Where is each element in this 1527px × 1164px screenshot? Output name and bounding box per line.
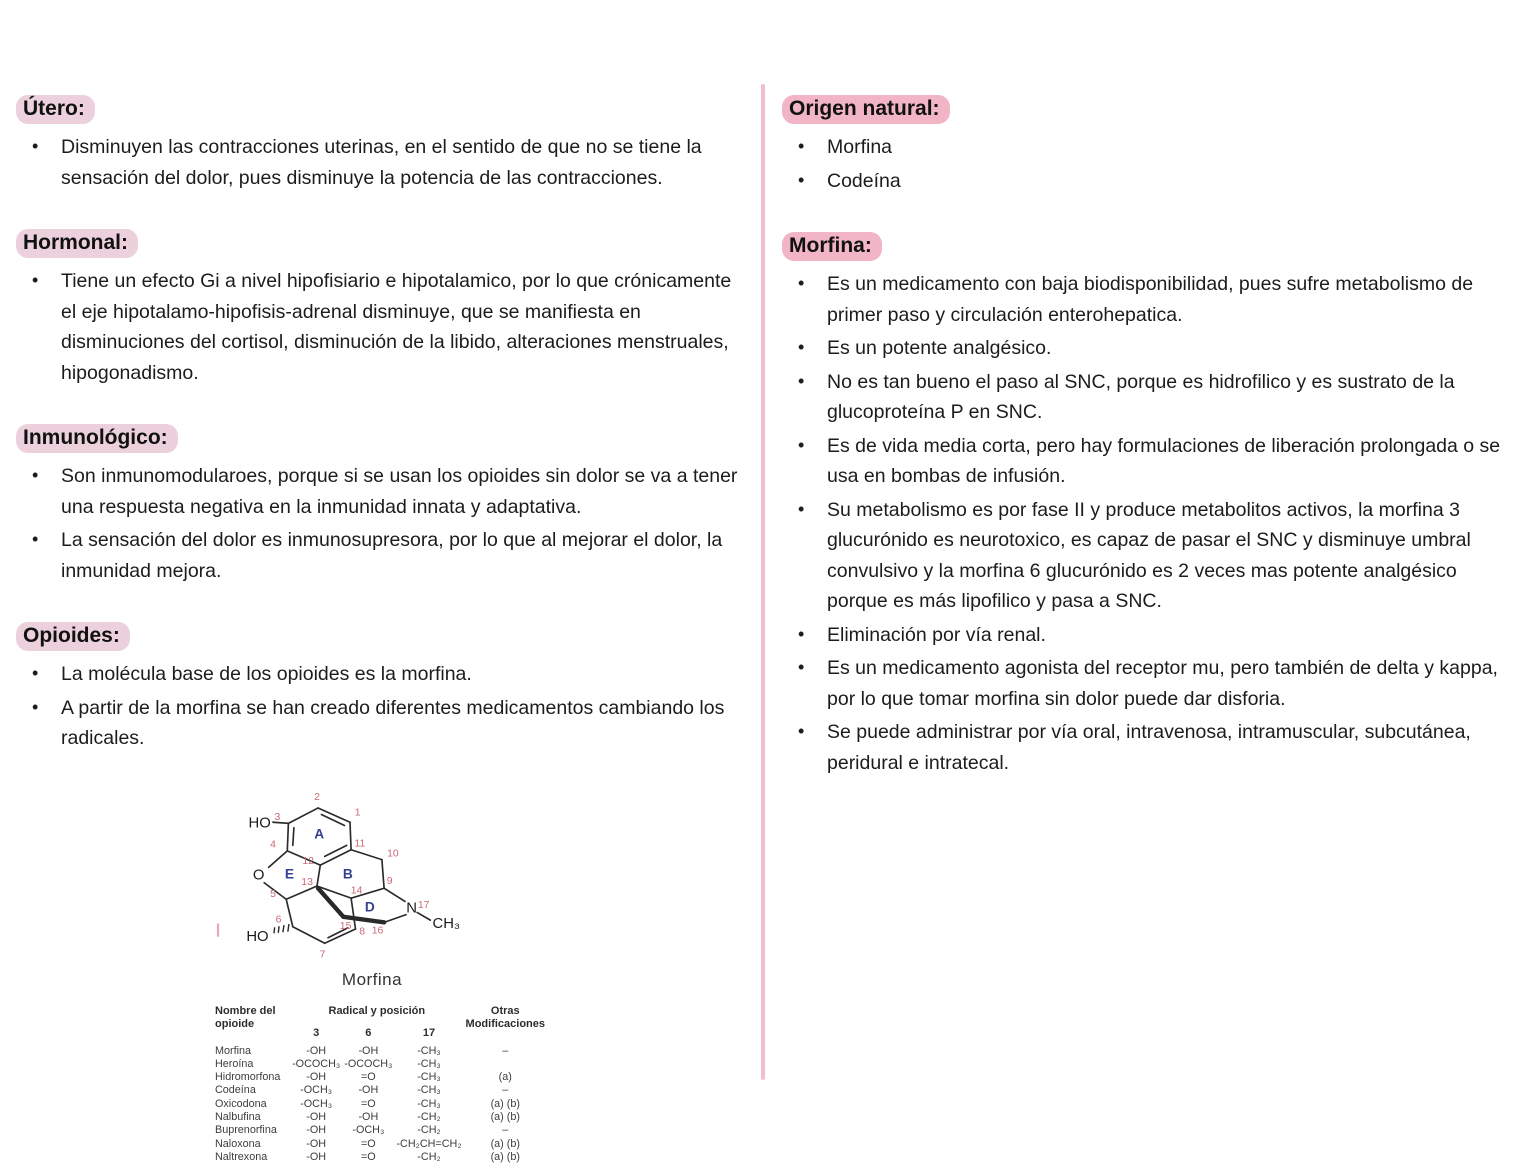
- bullet-text: No es tan bueno el paso al SNC, porque es hidrofilico y es sustrato de la glucoproteína P en SNC.: [827, 371, 1455, 424]
- left-column: [23, 95, 743, 1164]
- cell-other-mods: (a) (b): [464, 1138, 547, 1151]
- cell-radical-17: -CH₂CH=CH₂: [394, 1138, 463, 1151]
- cell-radical-6: =O: [342, 1138, 394, 1151]
- col-header-group: Radical y posición: [290, 1004, 463, 1019]
- cell-name: Morfina: [213, 1045, 290, 1058]
- ring-letter-b: B: [343, 866, 353, 881]
- cell-radical-3: -OH: [290, 1111, 342, 1124]
- cell-other-mods: (a): [464, 1071, 547, 1084]
- bullet-item: [789, 269, 1503, 330]
- bullet-item: [23, 525, 743, 586]
- opioid-radicals-table: [213, 1004, 547, 1164]
- bullet-text: Se puede administrar por vía oral, intravenosa, intramuscular, subcutánea, peridural e intratecal.: [827, 721, 1471, 774]
- cell-radical-3: -OH: [290, 1151, 342, 1164]
- ho-6-label: HO: [246, 929, 268, 945]
- position-number-13: 13: [301, 876, 313, 887]
- bullet-dot: •: [32, 524, 38, 555]
- bullet-list: [23, 461, 743, 586]
- bullet-dot: •: [798, 619, 804, 650]
- note-section: [23, 622, 743, 754]
- bullet-text: Es de vida media corta, pero hay formulaciones de liberación prolongada o se usa en bombas de infusión.: [827, 435, 1500, 488]
- bullet-item: [23, 266, 743, 388]
- position-number-17: 17: [418, 900, 430, 911]
- table-header: [213, 1004, 547, 1045]
- position-number-10: 10: [387, 848, 399, 859]
- cell-name: Nalbufina: [213, 1111, 290, 1124]
- bullet-item: [23, 659, 743, 690]
- cell-radical-6: -OCH₃: [342, 1124, 394, 1137]
- bullet-text: Son inmunomodularoes, porque si se usan los opioides sin dolor se va a tener una respuesta negativa en la inmunidad innata y adaptativa.: [61, 465, 737, 518]
- cell-radical-17: -CH₃: [394, 1058, 463, 1071]
- cell-radical-3: -OH: [290, 1138, 342, 1151]
- section-title: Útero:: [16, 95, 95, 124]
- bullet-dot: •: [32, 131, 38, 162]
- bullet-text: La sensación del dolor es inmunosupresora, por lo que al mejorar el dolor, la inmunidad mejora.: [61, 529, 722, 582]
- bullet-list: [789, 269, 1503, 778]
- ring-letter-a: A: [314, 826, 324, 841]
- ho-3-label: HO: [249, 815, 271, 831]
- bullet-item: [789, 431, 1503, 492]
- morphine-figure: [195, 790, 615, 1164]
- cell-radical-17: -CH₃: [394, 1084, 463, 1097]
- col-header-pos-6: 6: [342, 1019, 394, 1045]
- bullet-item: [23, 693, 743, 754]
- bullet-item: [23, 132, 743, 193]
- position-number-7: 7: [320, 949, 326, 960]
- cell-radical-6: =O: [342, 1071, 394, 1084]
- section-title: Hormonal:: [16, 229, 138, 258]
- cell-name: Naloxona: [213, 1138, 290, 1151]
- bullet-dot: •: [798, 430, 804, 461]
- position-number-1: 1: [355, 807, 361, 818]
- note-section: [789, 232, 1503, 778]
- cell-radical-3: -OH: [290, 1071, 342, 1084]
- table-row: [213, 1151, 547, 1164]
- bullet-list: [23, 659, 743, 754]
- cell-radical-17: -CH₂: [394, 1111, 463, 1124]
- bullet-list: [23, 266, 743, 388]
- position-number-6: 6: [276, 914, 282, 925]
- cell-radical-3: -OCOCH₃: [290, 1058, 342, 1071]
- n-methyl-label: CH₃: [433, 915, 460, 931]
- nitrogen-label: N: [406, 900, 417, 916]
- bullet-item: [789, 620, 1503, 651]
- table-row: [213, 1084, 547, 1097]
- bullet-dot: •: [798, 494, 804, 525]
- note-section: [789, 95, 1503, 196]
- cell-radical-6: -OH: [342, 1045, 394, 1058]
- section-title: Opioides:: [16, 622, 130, 651]
- section-title: Origen natural:: [782, 95, 950, 124]
- bullet-text: Eliminación por vía renal.: [827, 624, 1046, 646]
- note-section: [23, 95, 743, 193]
- bullet-dot: •: [798, 165, 804, 196]
- position-number-9: 9: [387, 875, 393, 886]
- position-number-16: 16: [372, 925, 384, 936]
- ring-letter-d: D: [365, 899, 375, 914]
- table-row: [213, 1124, 547, 1137]
- cell-radical-17: -CH₂: [394, 1124, 463, 1137]
- cell-name: Hidromorfona: [213, 1071, 290, 1084]
- cell-radical-3: -OH: [290, 1045, 342, 1058]
- note-section: [23, 424, 743, 586]
- cell-radical-17: -CH₃: [394, 1098, 463, 1111]
- bullet-item: [789, 132, 1503, 163]
- ring-oxygen-label: O: [253, 867, 265, 883]
- table-row: [213, 1071, 547, 1084]
- table-row: [213, 1058, 547, 1071]
- cell-radical-6: =O: [342, 1098, 394, 1111]
- position-number-14: 14: [351, 885, 363, 896]
- cell-other-mods: [464, 1058, 547, 1071]
- bullet-text: Su metabolismo es por fase II y produce metabolitos activos, la morfina 3 glucurónido es neurotoxico, es capaz de pasar el SNC y disminuye umbral convulsivo y la morfina 6 glucurónido es 2 veces mas potente analgésico porque es más lipofilico y pasa a SNC.: [827, 499, 1471, 613]
- section-title: Inmunológico:: [16, 424, 178, 453]
- cell-name: Oxicodona: [213, 1098, 290, 1111]
- bullet-item: [23, 461, 743, 522]
- bullet-text: Disminuyen las contracciones uterinas, en el sentido de que no se tiene la sensación del dolor, pues disminuye la potencia de las contracciones.: [61, 136, 702, 189]
- bullet-item: [789, 367, 1503, 428]
- bullet-text: Es un medicamento agonista del receptor mu, pero también de delta y kappa, por lo que tomar morfina sin dolor puede dar disforia.: [827, 657, 1498, 710]
- bullet-dot: •: [32, 658, 38, 689]
- cell-radical-6: =O: [342, 1151, 394, 1164]
- bullet-list: [789, 132, 1503, 196]
- position-number-3: 3: [274, 812, 280, 823]
- cell-other-mods: (a) (b): [464, 1111, 547, 1124]
- column-divider-line: [761, 84, 765, 1080]
- left-sections: [23, 95, 743, 754]
- cell-radical-17: -CH₃: [394, 1045, 463, 1058]
- note-section: [23, 229, 743, 388]
- cell-name: Codeína: [213, 1084, 290, 1097]
- position-number-2: 2: [314, 792, 320, 803]
- col-header-pos-3: 3: [290, 1019, 342, 1045]
- cell-other-mods: –: [464, 1045, 547, 1058]
- cell-name: Heroína: [213, 1058, 290, 1071]
- cell-other-mods: –: [464, 1124, 547, 1137]
- cell-radical-17: -CH₃: [394, 1071, 463, 1084]
- bullet-text: Es un medicamento con baja biodisponibilidad, pues sufre metabolismo de primer paso y circulación enterohepatica.: [827, 273, 1473, 326]
- bullet-text: Codeína: [827, 170, 901, 192]
- bullet-item: [789, 166, 1503, 197]
- table-row: [213, 1045, 547, 1058]
- bullet-dot: •: [32, 692, 38, 723]
- bullet-text: Morfina: [827, 136, 892, 158]
- bullet-dot: •: [798, 716, 804, 747]
- bullet-item: [789, 653, 1503, 714]
- bullet-item: [789, 333, 1503, 364]
- cell-other-mods: (a) (b): [464, 1098, 547, 1111]
- cell-radical-17: -CH₂: [394, 1151, 463, 1164]
- bullet-dot: •: [32, 265, 38, 296]
- ring-letter-e: E: [285, 866, 294, 881]
- bullet-item: [789, 717, 1503, 778]
- cell-other-mods: (a) (b): [464, 1151, 547, 1164]
- bullet-dot: •: [798, 652, 804, 683]
- col-header-name: Nombre del opioide: [213, 1004, 290, 1045]
- cell-name: Naltrexona: [213, 1151, 290, 1164]
- figure-caption: Morfina: [195, 970, 549, 990]
- right-sections: [789, 95, 1503, 778]
- bullet-text: Es un potente analgésico.: [827, 337, 1051, 359]
- bullet-dot: •: [798, 268, 804, 299]
- cell-radical-3: -OCH₃: [290, 1084, 342, 1097]
- cell-name: Buprenorfina: [213, 1124, 290, 1137]
- morphine-structure-diagram: [207, 790, 537, 970]
- cell-radical-6: -OCOCH₃: [342, 1058, 394, 1071]
- table-row: [213, 1138, 547, 1151]
- bullet-item: [789, 495, 1503, 617]
- position-number-11: 11: [354, 838, 365, 849]
- bullet-dot: •: [798, 131, 804, 162]
- col-header-other: Otras Modificaciones: [464, 1004, 547, 1045]
- cell-radical-6: -OH: [342, 1084, 394, 1097]
- cell-radical-3: -OH: [290, 1124, 342, 1137]
- cell-other-mods: –: [464, 1084, 547, 1097]
- col-header-pos-17: 17: [394, 1019, 463, 1045]
- position-number-5: 5: [270, 889, 276, 900]
- table-row: [213, 1111, 547, 1124]
- bullet-text: A partir de la morfina se han creado diferentes medicamentos cambiando los radicales.: [61, 697, 724, 750]
- position-number-4: 4: [270, 839, 276, 850]
- cell-radical-6: -OH: [342, 1111, 394, 1124]
- bullet-dot: •: [798, 332, 804, 363]
- cell-radical-3: -OCH₃: [290, 1098, 342, 1111]
- section-title: Morfina:: [782, 232, 882, 261]
- right-column: [789, 95, 1503, 814]
- bullet-dot: •: [32, 460, 38, 491]
- table-row: [213, 1098, 547, 1111]
- bullet-text: Tiene un efecto Gi a nivel hipofisiario e hipotalamico, por lo que crónicamente el eje hipotalamo-hipofisis-adrenal disminuye, que se manifiesta en disminuciones del cortisol, disminución de la libido, alteraciones menstruales, hipogonadismo.: [61, 270, 731, 384]
- position-number-12: 12: [302, 856, 314, 867]
- bullet-list: [23, 132, 743, 193]
- bullet-text: La molécula base de los opioides es la morfina.: [61, 663, 472, 685]
- bullet-dot: •: [798, 366, 804, 397]
- position-number-15: 15: [340, 920, 352, 931]
- position-number-8: 8: [359, 926, 365, 937]
